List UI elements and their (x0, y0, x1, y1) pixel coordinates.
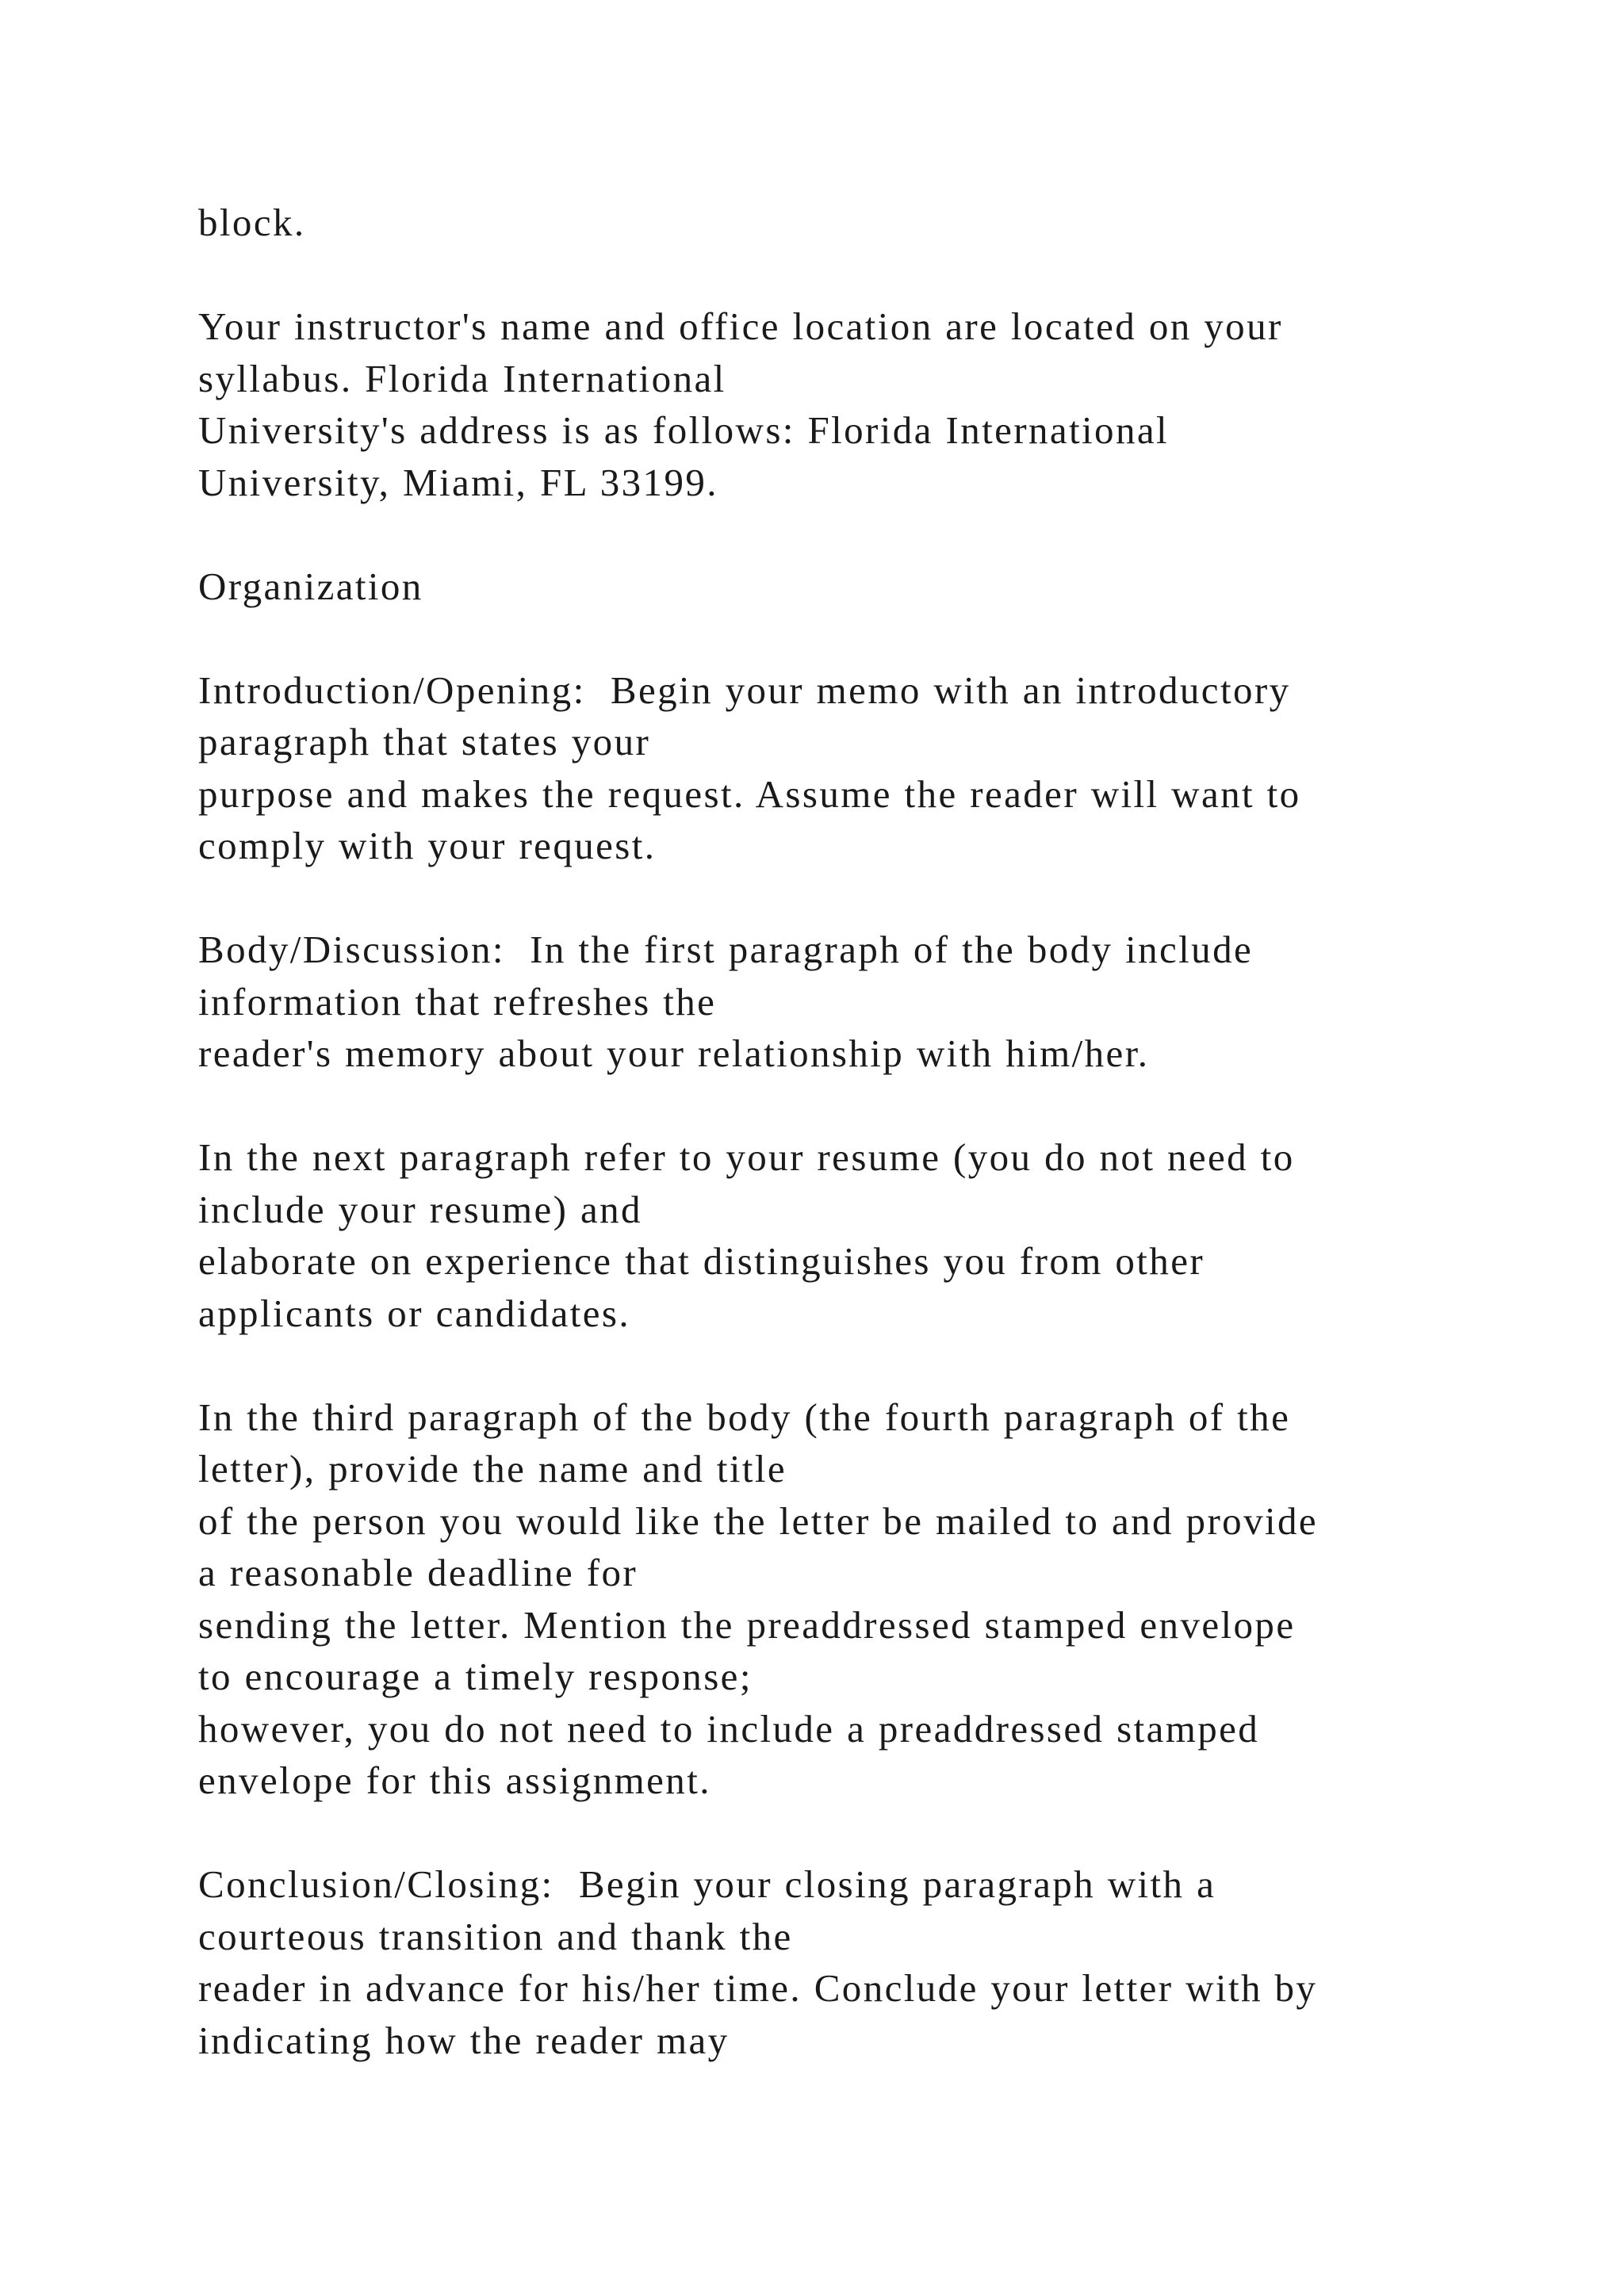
text-line: Organization (198, 564, 423, 608)
text-line: courteous transition and thank the (198, 1914, 793, 1958)
paragraph-block-continuation (198, 197, 1499, 249)
text-line: block. (198, 201, 306, 244)
text-line: to encourage a timely response; (198, 1655, 753, 1698)
text-line: applicants or candidates. (198, 1291, 631, 1335)
document-body (198, 197, 1499, 2118)
text-line: In the next paragraph refer to your resume (you do not need to (198, 1135, 1295, 1179)
text-line: include your resume) and (198, 1187, 642, 1231)
text-line: sending the letter. Mention the preaddressed stamped envelope (198, 1602, 1296, 1647)
paragraph-body-discussion (198, 924, 1499, 1080)
heading-organization (198, 561, 1499, 613)
text-line: however, you do not need to include a preaddressed stamped (198, 1706, 1260, 1751)
text-line: comply with your request. (198, 824, 657, 867)
paragraph-introduction (198, 664, 1499, 872)
text-line: Introduction/Opening: Begin your memo with an introductory (198, 668, 1291, 712)
text-line: purpose and makes the request. Assume the reader will want to (198, 771, 1301, 816)
text-line: indicating how the reader may (198, 2018, 730, 2062)
text-line: Body/Discussion: In the first paragraph of the body include (198, 928, 1254, 971)
text-line: paragraph that states your (198, 720, 651, 763)
paragraph-instructor-address (198, 300, 1499, 508)
text-line: Your instructor's name and office location are located on your (198, 304, 1283, 348)
paragraph-conclusion (198, 1858, 1499, 2066)
text-line: elaborate on experience that distinguishes you from other (198, 1239, 1205, 1283)
text-line: reader in advance for his/her time. Conclude your letter with by (198, 1966, 1318, 2010)
text-line: In the third paragraph of the body (the fourth paragraph of the (198, 1395, 1291, 1439)
paragraph-resume (198, 1131, 1499, 1339)
text-line: Conclusion/Closing: Begin your closing paragraph with a (198, 1862, 1216, 1906)
text-line: letter), provide the name and title (198, 1447, 787, 1490)
text-line: reader's memory about your relationship with him/her. (198, 1031, 1150, 1075)
text-line: information that refreshes the (198, 979, 717, 1024)
text-line: envelope for this assignment. (198, 1758, 711, 1802)
text-line: University's address is as follows: Florida International (198, 408, 1170, 452)
text-line: a reasonable deadline for (198, 1551, 638, 1594)
text-line: syllabus. Florida International (198, 356, 726, 400)
text-line: of the person you would like the letter be mailed to and provide (198, 1498, 1319, 1543)
paragraph-third-body (198, 1391, 1499, 1807)
text-line: University, Miami, FL 33199. (198, 460, 718, 504)
